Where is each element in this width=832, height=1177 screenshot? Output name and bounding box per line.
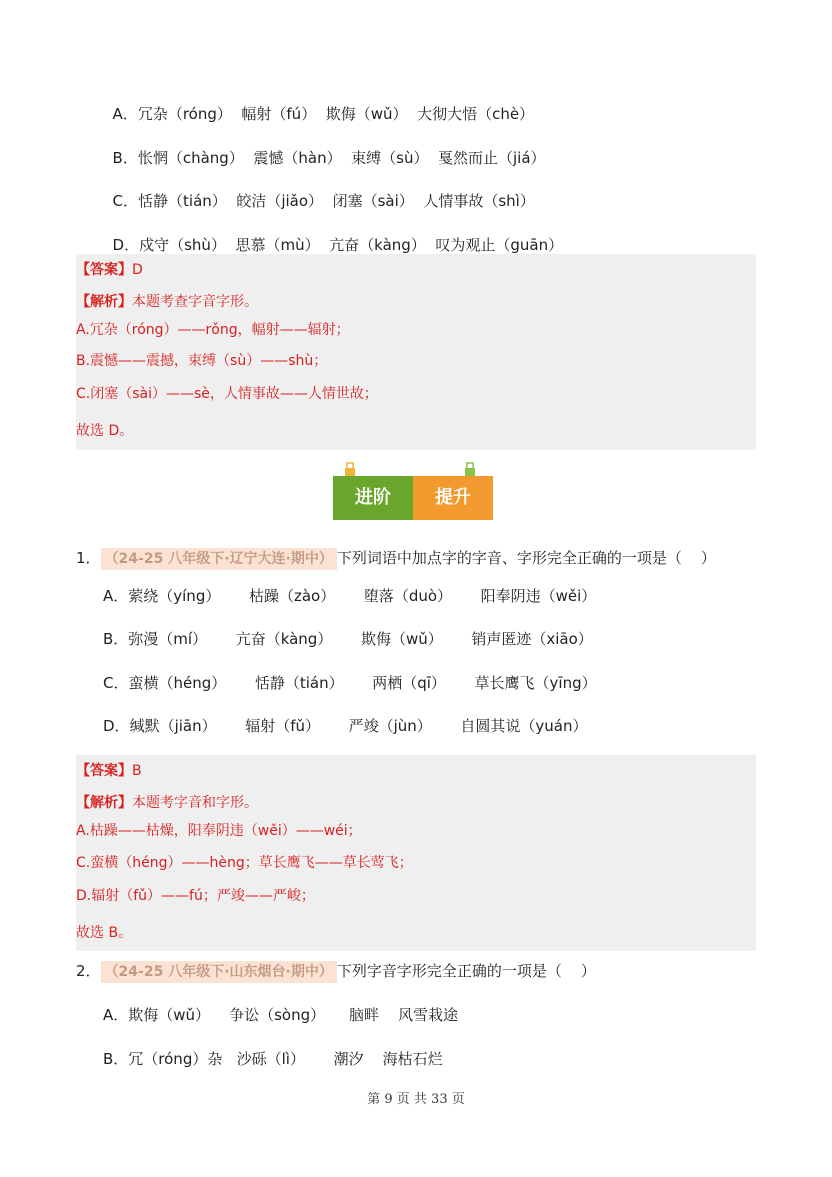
analysis-detail: A.枯躁——枯燥，阳奉阴违（wěi）——wéi； — [76, 823, 362, 839]
answer-label: 【答案】 — [76, 763, 132, 779]
page-footer: 第 9 页 共 33 页 — [367, 1092, 465, 1107]
analysis-detail: C.闭塞（sài）——sè，人情事故——人情世故； — [76, 386, 378, 402]
option-item: 蛮横（héng） — [128, 674, 227, 692]
option-item: 草长鹰飞（yīng） — [474, 674, 597, 692]
option-d-line — [103, 215, 563, 255]
analysis-detail: C.蛮横（héng）——hèng；草长鹰飞——草长莺飞； — [76, 855, 413, 871]
option-item: 怅惘（chàng） — [137, 149, 244, 167]
option-item: 缄默（jiān） — [129, 717, 217, 735]
section-banner — [333, 476, 493, 520]
option-item: 堕落（duò） — [363, 587, 453, 605]
option-prefix: B． — [103, 1050, 129, 1068]
option-a-line — [103, 84, 534, 124]
analysis-conclusion: 故选 D。 — [76, 423, 134, 439]
option-prefix: A． — [103, 587, 129, 605]
option-item: 冗杂（róng） — [137, 105, 232, 123]
banner-left-text: 进阶 — [333, 476, 413, 520]
question-text: 下列词语中加点字的字音、字形完全正确的一项是（ ） — [336, 549, 716, 567]
analysis-conclusion: 故选 B。 — [76, 925, 133, 941]
option-item: 震憾（hàn） — [253, 149, 342, 167]
option-item: 欺侮（wǔ） — [360, 630, 443, 648]
option-item: 恬静（tián） — [138, 192, 227, 210]
option-item: 人情事故（shì） — [423, 192, 535, 210]
option-item: 严竣（jùn） — [348, 717, 432, 735]
option-item: 幅射（fú） — [241, 105, 317, 123]
option-item: 萦绕（yíng） — [128, 587, 221, 605]
option-a-line — [103, 1005, 458, 1025]
answer-box — [76, 755, 756, 951]
answer-line — [76, 260, 143, 280]
option-item: 亢奋（kàng） — [329, 236, 426, 254]
option-item: 阳奉阴违（wěi） — [480, 587, 597, 605]
option-item: 束缚（sù） — [351, 149, 429, 167]
option-item: 叹为观止（guān） — [435, 236, 564, 254]
question-number: 1． — [76, 549, 101, 567]
analysis-line — [76, 292, 258, 312]
option-prefix: C． — [112, 192, 139, 210]
question-1-stem — [76, 547, 716, 570]
analysis-label: 【解析】 — [76, 294, 132, 310]
option-text: 冗（róng）杂 沙砾（lì） 潮汐 海枯石烂 — [128, 1050, 443, 1068]
analysis-line — [76, 793, 258, 813]
analysis-detail: D.辐射（fǔ）——fú；严竣——严峻； — [76, 888, 315, 904]
option-item: 弥漫（mí） — [128, 630, 208, 648]
option-prefix: B． — [112, 149, 138, 167]
option-prefix: A． — [103, 1006, 129, 1024]
option-item: 恬静（tián） — [254, 674, 344, 692]
question-2-stem — [76, 960, 596, 983]
question-number: 2． — [76, 962, 101, 980]
option-item: 闭塞（sài） — [332, 192, 414, 210]
option-item: 欺侮（wǔ） — [325, 105, 408, 123]
answer-line — [76, 761, 142, 781]
option-c-line — [103, 171, 535, 211]
analysis-detail: A.冗杂（róng）——rǒng，幅射——辐射； — [76, 322, 350, 338]
option-b-line — [103, 1049, 443, 1069]
answer-box — [76, 254, 756, 450]
option-item: 枯躁（zào） — [248, 587, 336, 605]
option-item: 思慕（mù） — [235, 236, 320, 254]
option-b-line — [103, 128, 546, 168]
option-prefix: A． — [112, 105, 138, 123]
option-d-line — [103, 716, 588, 736]
answer-label: 【答案】 — [76, 262, 132, 278]
option-item: 亢奋（kàng） — [235, 630, 333, 648]
answer-value: D — [132, 262, 143, 278]
analysis-detail: B.震憾——震撼，束缚（sù）——shù； — [76, 353, 328, 369]
option-item: 两栖（qī） — [372, 674, 446, 692]
option-text: 欺侮（wǔ） 争讼（sòng） 脑畔 风雪栽途 — [128, 1006, 459, 1024]
option-item: 皎洁（jiǎo） — [236, 192, 324, 210]
option-item: 戛然而止（jiá） — [438, 149, 546, 167]
analysis-intro: 本题考字音和字形。 — [132, 795, 258, 811]
option-a-line — [103, 586, 596, 606]
option-c-line — [103, 673, 597, 693]
option-prefix: D． — [103, 717, 130, 735]
answer-value: B — [132, 763, 142, 779]
option-item: 戍守（shù） — [139, 236, 226, 254]
option-prefix: D． — [112, 236, 140, 254]
option-item: 大彻大悟（chè） — [417, 105, 535, 123]
option-item: 销声匿迹（xiāo） — [471, 630, 593, 648]
option-prefix: B． — [103, 630, 129, 648]
banner-right-text: 提升 — [413, 476, 493, 520]
option-item: 辐射（fǔ） — [245, 717, 321, 735]
source-tag: （24-25 八年级下·辽宁大连·期中） — [101, 548, 337, 570]
option-item: 自圆其说（yuán） — [460, 717, 588, 735]
source-tag: （24-25 八年级下·山东烟台·期中） — [101, 961, 337, 983]
option-b-line — [103, 629, 593, 649]
analysis-intro: 本题考查字音字形。 — [132, 294, 258, 310]
option-prefix: C． — [103, 674, 129, 692]
question-text: 下列字音字形完全正确的一项是（ ） — [336, 962, 596, 980]
analysis-label: 【解析】 — [76, 795, 132, 811]
